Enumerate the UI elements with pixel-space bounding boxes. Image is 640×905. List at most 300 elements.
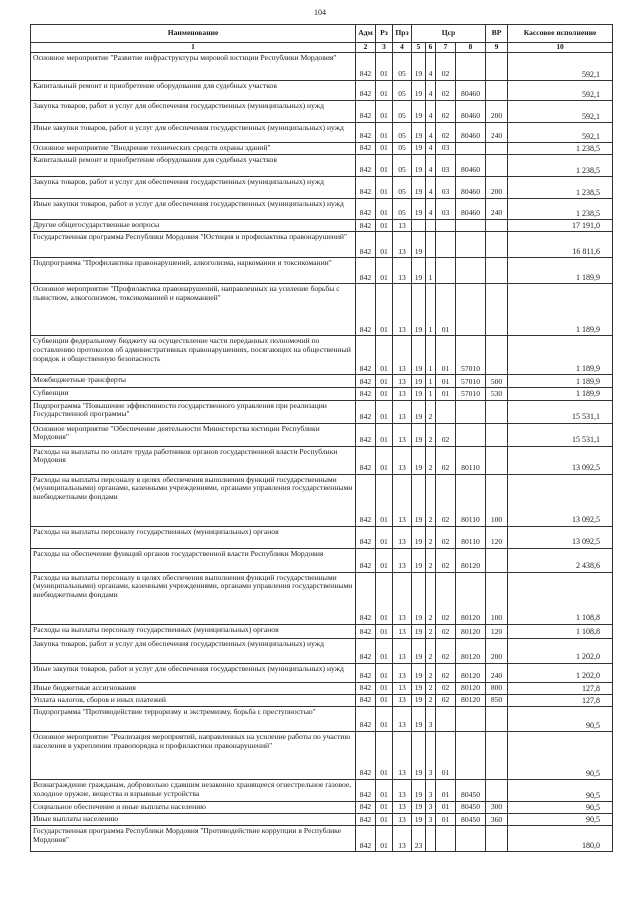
row-csr-event: [436, 232, 456, 258]
row-prz: 13: [393, 423, 412, 446]
row-rz: 01: [376, 572, 393, 624]
row-prz: 13: [393, 826, 412, 852]
table-row: [31, 638, 613, 663]
row-amount: 592,1: [508, 123, 613, 143]
table-row: [31, 400, 613, 423]
row-csr-event: [436, 220, 456, 232]
row-csr-program: 19: [412, 474, 426, 526]
row-csr-subprogram: 2: [426, 423, 436, 446]
row-rz: 01: [376, 548, 393, 572]
row-csr-event: 03: [436, 177, 456, 199]
row-csr-subprogram: 3: [426, 814, 436, 826]
row-amount: 1 189,9: [508, 336, 613, 375]
row-prz: 13: [393, 400, 412, 423]
row-csr-event: 02: [436, 81, 456, 101]
row-amount: 1 238,5: [508, 155, 613, 177]
row-csr-direction: 80460: [456, 155, 486, 177]
row-csr-subprogram: 1: [426, 388, 436, 400]
row-csr-direction: 80120: [456, 694, 486, 706]
budget-execution-table: [30, 24, 613, 852]
table-row: [31, 682, 613, 694]
row-csr-direction: 80450: [456, 779, 486, 801]
table-row: [31, 663, 613, 682]
row-prz: 13: [393, 682, 412, 694]
row-prz: 13: [393, 258, 412, 284]
row-csr-program: 19: [412, 232, 426, 258]
row-vr: [486, 258, 508, 284]
table-row: [31, 779, 613, 801]
row-csr-direction: 57010: [456, 336, 486, 375]
row-rz: 01: [376, 638, 393, 663]
row-amount: 1 108,8: [508, 624, 613, 638]
row-name: Другие общегосударственные вопросы: [31, 220, 356, 232]
header-name: Наименование: [31, 25, 356, 43]
row-csr-event: [436, 400, 456, 423]
row-name: Иные бюджетные ассигнования: [31, 682, 356, 694]
row-csr-program: 19: [412, 284, 426, 336]
row-prz: 13: [393, 446, 412, 474]
row-csr-program: 19: [412, 81, 426, 101]
row-amount: 1 238,5: [508, 199, 613, 220]
row-vr: 240: [486, 199, 508, 220]
row-rz: 01: [376, 336, 393, 375]
row-csr-event: 01: [436, 814, 456, 826]
row-name: Уплата налогов, сборов и иных платежей: [31, 694, 356, 706]
header-row: [31, 25, 613, 43]
column-number: 1: [31, 43, 356, 53]
row-csr-subprogram: [426, 826, 436, 852]
row-csr-subprogram: 2: [426, 694, 436, 706]
row-name: Иные закупки товаров, работ и услуг для обеспечения государственных (муниципальных) нужд: [31, 199, 356, 220]
row-csr-event: 02: [436, 423, 456, 446]
row-csr-event: 01: [436, 388, 456, 400]
row-amount: 13 092,5: [508, 446, 613, 474]
row-amount: 180,0: [508, 826, 613, 852]
row-name: Закупка товаров, работ и услуг для обеспечения государственных (муниципальных) нужд: [31, 177, 356, 199]
row-csr-direction: [456, 232, 486, 258]
row-adm: 842: [356, 375, 376, 388]
row-adm: 842: [356, 801, 376, 813]
header-csr: Цср: [412, 25, 486, 43]
row-csr-direction: 80460: [456, 199, 486, 220]
row-csr-event: 02: [436, 638, 456, 663]
row-adm: 842: [356, 572, 376, 624]
row-adm: 842: [356, 177, 376, 199]
table-row: [31, 284, 613, 336]
row-vr: 500: [486, 375, 508, 388]
row-csr-direction: 80120: [456, 624, 486, 638]
table-row: [31, 826, 613, 852]
row-amount: 13 092,5: [508, 474, 613, 526]
row-csr-event: 03: [436, 199, 456, 220]
row-adm: 842: [356, 548, 376, 572]
row-rz: 01: [376, 694, 393, 706]
row-csr-subprogram: 4: [426, 143, 436, 155]
row-amount: 592,1: [508, 101, 613, 123]
row-csr-program: 19: [412, 682, 426, 694]
row-name: Иные закупки товаров, работ и услуг для обеспечения государственных (муниципальных) нужд: [31, 123, 356, 143]
row-csr-program: 19: [412, 663, 426, 682]
row-csr-direction: [456, 400, 486, 423]
row-csr-subprogram: 1: [426, 284, 436, 336]
row-name: Иные закупки товаров, работ и услуг для обеспечения государственных (муниципальных) нужд: [31, 663, 356, 682]
row-name: Межбюджетные трансферты: [31, 375, 356, 388]
row-rz: 01: [376, 779, 393, 801]
row-prz: 05: [393, 199, 412, 220]
row-csr-program: 19: [412, 548, 426, 572]
row-adm: 842: [356, 400, 376, 423]
header-rz: Рз: [376, 25, 393, 43]
column-number-row: [31, 43, 613, 53]
table-row: [31, 177, 613, 199]
row-name: Иные выплаты населению: [31, 814, 356, 826]
row-vr: 240: [486, 663, 508, 682]
row-adm: 842: [356, 423, 376, 446]
row-csr-event: 02: [436, 663, 456, 682]
row-vr: [486, 548, 508, 572]
row-vr: 800: [486, 682, 508, 694]
row-csr-subprogram: 1: [426, 375, 436, 388]
row-name: Основное мероприятие "Реализация мероприятий, направленных на усиление работы по участию населения в укреплении правопорядка и профилактики правонарушений": [31, 731, 356, 779]
row-adm: 842: [356, 526, 376, 548]
row-csr-event: 01: [436, 731, 456, 779]
row-name: Закупка товаров, работ и услуг для обеспечения государственных (муниципальных) нужд: [31, 101, 356, 123]
table-row: [31, 53, 613, 81]
row-csr-event: 03: [436, 155, 456, 177]
row-amount: 592,1: [508, 81, 613, 101]
row-adm: 842: [356, 731, 376, 779]
row-csr-subprogram: 4: [426, 123, 436, 143]
table-row: [31, 706, 613, 731]
row-vr: 120: [486, 526, 508, 548]
row-rz: 01: [376, 101, 393, 123]
row-adm: 842: [356, 779, 376, 801]
row-rz: 01: [376, 706, 393, 731]
row-amount: 90,5: [508, 706, 613, 731]
row-csr-direction: 80120: [456, 572, 486, 624]
column-number: 6: [426, 43, 436, 53]
row-adm: 842: [356, 446, 376, 474]
row-prz: 05: [393, 81, 412, 101]
row-csr-program: 19: [412, 731, 426, 779]
header-amount: Кассовое исполнение: [508, 25, 613, 43]
row-csr-direction: [456, 706, 486, 731]
row-amount: 1 238,5: [508, 177, 613, 199]
table-row: [31, 572, 613, 624]
row-csr-program: 19: [412, 123, 426, 143]
row-csr-event: 01: [436, 336, 456, 375]
row-prz: 13: [393, 220, 412, 232]
row-csr-subprogram: 4: [426, 155, 436, 177]
row-csr-direction: [456, 220, 486, 232]
row-csr-event: [436, 826, 456, 852]
row-csr-program: 19: [412, 258, 426, 284]
row-vr: [486, 143, 508, 155]
row-csr-program: 19: [412, 814, 426, 826]
row-name: Капитальный ремонт и приобретение оборудования для судебных участков: [31, 155, 356, 177]
row-csr-subprogram: 3: [426, 801, 436, 813]
row-adm: 842: [356, 814, 376, 826]
row-csr-subprogram: 4: [426, 53, 436, 81]
row-csr-subprogram: 4: [426, 199, 436, 220]
row-csr-program: 19: [412, 694, 426, 706]
row-csr-direction: 80460: [456, 123, 486, 143]
row-prz: 13: [393, 624, 412, 638]
row-prz: 13: [393, 638, 412, 663]
row-prz: 13: [393, 526, 412, 548]
row-csr-subprogram: 4: [426, 101, 436, 123]
row-csr-subprogram: 2: [426, 446, 436, 474]
row-csr-direction: 80120: [456, 663, 486, 682]
row-rz: 01: [376, 526, 393, 548]
row-adm: 842: [356, 155, 376, 177]
row-vr: [486, 826, 508, 852]
row-csr-program: 19: [412, 624, 426, 638]
row-rz: 01: [376, 446, 393, 474]
row-rz: 01: [376, 199, 393, 220]
row-prz: 13: [393, 694, 412, 706]
row-amount: 1 189,9: [508, 284, 613, 336]
row-csr-direction: [456, 53, 486, 81]
row-csr-subprogram: [426, 220, 436, 232]
row-csr-event: 01: [436, 375, 456, 388]
row-csr-direction: 80460: [456, 177, 486, 199]
row-amount: 90,5: [508, 779, 613, 801]
header-vr: ВР: [486, 25, 508, 43]
column-number: 10: [508, 43, 613, 53]
row-rz: 01: [376, 474, 393, 526]
row-csr-subprogram: 2: [426, 474, 436, 526]
row-csr-program: 19: [412, 423, 426, 446]
row-rz: 01: [376, 375, 393, 388]
row-amount: 15 531,1: [508, 400, 613, 423]
row-vr: [486, 232, 508, 258]
row-name: Расходы на обеспечение функций органов государственной власти Республики Мордовия: [31, 548, 356, 572]
row-adm: 842: [356, 101, 376, 123]
row-prz: 13: [393, 731, 412, 779]
row-amount: 1 202,0: [508, 663, 613, 682]
row-rz: 01: [376, 423, 393, 446]
row-rz: 01: [376, 123, 393, 143]
row-csr-program: 19: [412, 572, 426, 624]
table-row: [31, 624, 613, 638]
row-rz: 01: [376, 284, 393, 336]
row-rz: 01: [376, 400, 393, 423]
row-rz: 01: [376, 826, 393, 852]
row-csr-subprogram: 4: [426, 81, 436, 101]
row-csr-subprogram: 2: [426, 526, 436, 548]
row-prz: 13: [393, 336, 412, 375]
row-amount: 127,8: [508, 682, 613, 694]
table-body: [31, 53, 613, 852]
table-row: [31, 199, 613, 220]
row-csr-direction: 80120: [456, 638, 486, 663]
row-rz: 01: [376, 663, 393, 682]
row-vr: [486, 53, 508, 81]
row-amount: 90,5: [508, 801, 613, 813]
table-row: [31, 814, 613, 826]
table-row: [31, 143, 613, 155]
row-csr-program: 19: [412, 400, 426, 423]
row-rz: 01: [376, 53, 393, 81]
row-rz: 01: [376, 258, 393, 284]
table-row: [31, 155, 613, 177]
row-adm: 842: [356, 706, 376, 731]
row-csr-event: 02: [436, 694, 456, 706]
row-name: Основное мероприятие "Профилактика правонарушений, направленных на усиление борьбы с пьянством, алкоголизмом, токсикоманией и наркоманией": [31, 284, 356, 336]
row-prz: 13: [393, 663, 412, 682]
row-csr-program: 19: [412, 101, 426, 123]
row-csr-direction: 80460: [456, 101, 486, 123]
row-csr-event: 01: [436, 284, 456, 336]
row-csr-subprogram: 2: [426, 638, 436, 663]
row-rz: 01: [376, 143, 393, 155]
column-number: 4: [393, 43, 412, 53]
row-rz: 01: [376, 814, 393, 826]
row-name: Субвенции федеральному бюджету на осуществление части переданных полномочий по составлению протоколов об административных правонарушениях, посягающих на общественный порядок и общественную безопасность: [31, 336, 356, 375]
row-adm: 842: [356, 474, 376, 526]
row-csr-direction: 80110: [456, 526, 486, 548]
row-csr-subprogram: 1: [426, 336, 436, 375]
row-prz: 13: [393, 548, 412, 572]
row-adm: 842: [356, 53, 376, 81]
row-csr-direction: 80450: [456, 801, 486, 813]
row-csr-subprogram: 3: [426, 779, 436, 801]
row-csr-event: 02: [436, 526, 456, 548]
row-prz: 05: [393, 155, 412, 177]
row-name: Субвенции: [31, 388, 356, 400]
row-vr: [486, 779, 508, 801]
row-name: Основное мероприятие "Развитие инфраструктуры мировой юстиции Республики Мордовия": [31, 53, 356, 81]
row-prz: 13: [393, 779, 412, 801]
table-row: [31, 731, 613, 779]
row-csr-program: 19: [412, 388, 426, 400]
row-prz: 05: [393, 123, 412, 143]
row-csr-program: 19: [412, 801, 426, 813]
row-csr-program: 19: [412, 336, 426, 375]
column-number: 3: [376, 43, 393, 53]
row-amount: 1 189,9: [508, 258, 613, 284]
row-prz: 13: [393, 375, 412, 388]
row-csr-direction: [456, 143, 486, 155]
row-prz: 05: [393, 101, 412, 123]
row-amount: 90,5: [508, 731, 613, 779]
row-adm: 842: [356, 143, 376, 155]
row-adm: 842: [356, 388, 376, 400]
row-csr-event: 01: [436, 801, 456, 813]
row-rz: 01: [376, 155, 393, 177]
row-rz: 01: [376, 81, 393, 101]
row-csr-subprogram: 1: [426, 258, 436, 284]
row-vr: [486, 706, 508, 731]
row-amount: 1 202,0: [508, 638, 613, 663]
row-name: Подпрограмма "Профилактика правонарушений, алкоголизма, наркомании и токсикомании": [31, 258, 356, 284]
table-row: [31, 446, 613, 474]
row-csr-program: 19: [412, 53, 426, 81]
table-row: [31, 474, 613, 526]
row-vr: 200: [486, 177, 508, 199]
row-prz: 13: [393, 474, 412, 526]
column-number: 5: [412, 43, 426, 53]
column-number: 7: [436, 43, 456, 53]
row-prz: 13: [393, 284, 412, 336]
row-vr: [486, 446, 508, 474]
row-vr: 120: [486, 624, 508, 638]
row-vr: [486, 731, 508, 779]
row-amount: 1 189,9: [508, 375, 613, 388]
row-csr-event: 02: [436, 548, 456, 572]
row-adm: 842: [356, 624, 376, 638]
column-number: 8: [456, 43, 486, 53]
row-csr-event: 02: [436, 101, 456, 123]
row-amount: 90,5: [508, 814, 613, 826]
row-prz: 13: [393, 388, 412, 400]
row-csr-program: 19: [412, 706, 426, 731]
row-rz: 01: [376, 388, 393, 400]
row-vr: [486, 336, 508, 375]
row-amount: 16 811,6: [508, 232, 613, 258]
row-adm: 842: [356, 258, 376, 284]
row-adm: 842: [356, 663, 376, 682]
row-prz: 05: [393, 177, 412, 199]
row-csr-program: 19: [412, 143, 426, 155]
row-csr-event: [436, 706, 456, 731]
row-csr-program: 23: [412, 826, 426, 852]
row-csr-subprogram: 3: [426, 731, 436, 779]
row-vr: 200: [486, 101, 508, 123]
table-row: [31, 548, 613, 572]
row-csr-event: 02: [436, 53, 456, 81]
row-amount: 2 438,6: [508, 548, 613, 572]
row-csr-direction: [456, 826, 486, 852]
row-csr-direction: [456, 258, 486, 284]
row-adm: 842: [356, 220, 376, 232]
row-csr-event: 03: [436, 143, 456, 155]
row-name: Расходы на выплаты персоналу в целях обеспечения выполнения функций государственными (муниципальными) органами, казенными учреждениями, органами управления государственными внебюджетными фондами: [31, 572, 356, 624]
row-vr: [486, 81, 508, 101]
row-csr-program: 19: [412, 177, 426, 199]
row-name: Закупка товаров, работ и услуг для обеспечения государственных (муниципальных) нужд: [31, 638, 356, 663]
row-csr-subprogram: 2: [426, 400, 436, 423]
row-csr-direction: 57010: [456, 375, 486, 388]
row-csr-program: 19: [412, 199, 426, 220]
row-name: Расходы на выплаты персоналу в целях обеспечения выполнения функций государственными (муниципальными) органами, казенными учреждениями, органами управления государственными внебюджетными фондами: [31, 474, 356, 526]
row-name: Основное мероприятие "Обеспечение деятельности Министерства юстиции Республики Мордовия": [31, 423, 356, 446]
row-csr-subprogram: 2: [426, 624, 436, 638]
row-csr-program: 19: [412, 638, 426, 663]
row-csr-program: 19: [412, 779, 426, 801]
row-name: Расходы на выплаты персоналу государственных (муниципальных) органов: [31, 624, 356, 638]
row-vr: 300: [486, 801, 508, 813]
row-csr-event: 02: [436, 572, 456, 624]
row-prz: 13: [393, 706, 412, 731]
table-row: [31, 336, 613, 375]
row-vr: [486, 284, 508, 336]
page-number: 104: [314, 8, 326, 17]
row-vr: 850: [486, 694, 508, 706]
table-row: [31, 81, 613, 101]
row-adm: 842: [356, 232, 376, 258]
table-row: [31, 232, 613, 258]
row-csr-event: 02: [436, 446, 456, 474]
row-csr-subprogram: 2: [426, 572, 436, 624]
row-adm: 842: [356, 123, 376, 143]
row-rz: 01: [376, 731, 393, 779]
row-amount: 13 092,5: [508, 526, 613, 548]
row-csr-event: 02: [436, 682, 456, 694]
table-row: [31, 101, 613, 123]
row-csr-program: 19: [412, 155, 426, 177]
